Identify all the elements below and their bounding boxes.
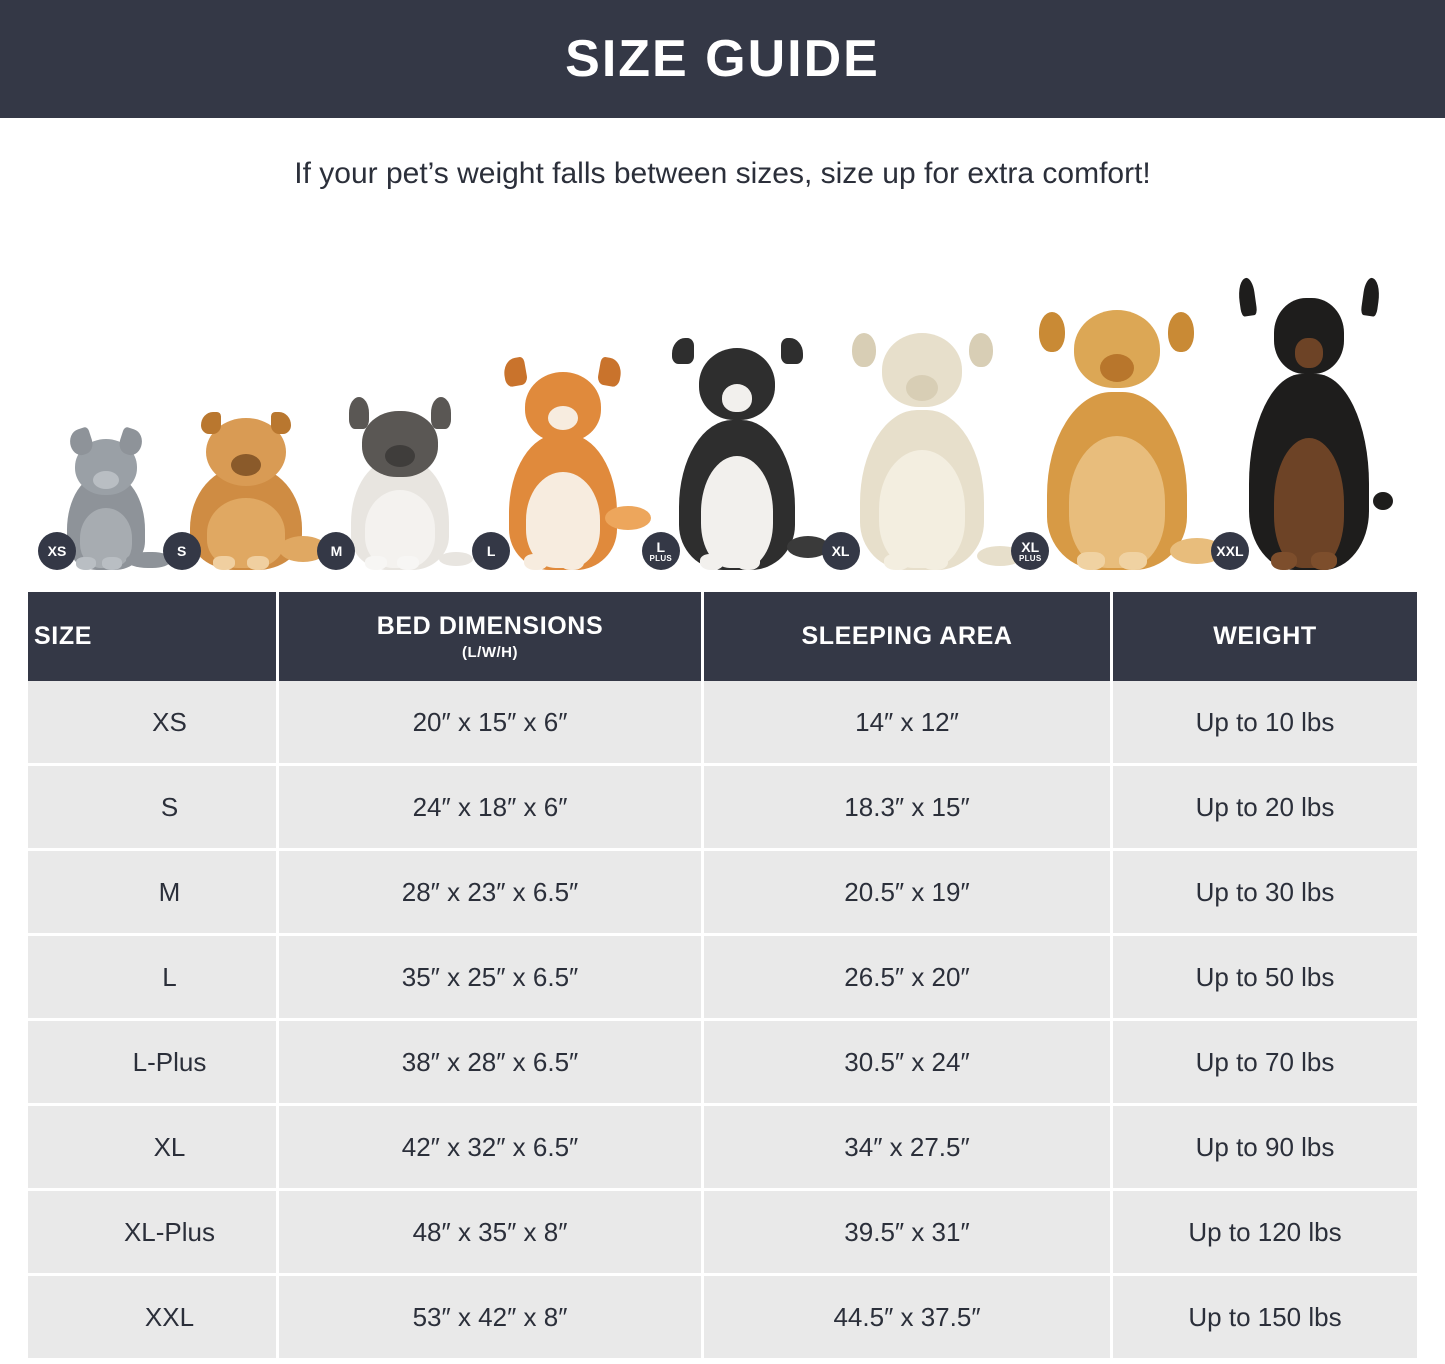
column-header-sleeping-area (703, 592, 1112, 681)
cell-weight: Up to 70 lbs (1112, 1020, 1418, 1105)
size-badge-sublabel: PLUS (1018, 553, 1042, 563)
cell-weight: Up to 30 lbs (1112, 850, 1418, 935)
column-header-bed-dimensions-sublabel: (L/W/H) (462, 644, 518, 661)
column-header-sleeping-area-label: SLEEPING AREA (801, 622, 1013, 650)
column-header-size (28, 592, 278, 681)
doberman-icon (1219, 282, 1399, 570)
subtitle-section (0, 118, 1445, 230)
cell-weight: Up to 50 lbs (1112, 935, 1418, 1020)
cell-dimensions: 48″ x 35″ x 8″ (278, 1190, 703, 1275)
size-badge-label: L (486, 543, 496, 559)
cell-weight: Up to 90 lbs (1112, 1105, 1418, 1190)
cell-sleeping-area: 44.5″ x 37.5″ (703, 1275, 1112, 1359)
size-badge-label: XXL (1216, 543, 1244, 559)
size-badge-label: XS (47, 543, 67, 559)
cell-weight: Up to 150 lbs (1112, 1275, 1418, 1359)
size-badge-xl-plus (1011, 532, 1049, 570)
cell-sleeping-area: 26.5″ x 20″ (703, 935, 1112, 1020)
cell-sleeping-area: 34″ x 27.5″ (703, 1105, 1112, 1190)
column-header-weight-label: WEIGHT (1213, 622, 1317, 650)
pet-illustration-l (480, 358, 645, 570)
cell-sleeping-area: 14″ x 12″ (703, 681, 1112, 765)
table-row (28, 1020, 1417, 1105)
size-table-body (28, 681, 1417, 1358)
size-badge-l (472, 532, 510, 570)
cell-dimensions: 53″ x 42″ x 8″ (278, 1275, 703, 1359)
pet-illustration-s (171, 410, 321, 570)
cell-dimensions: 42″ x 32″ x 6.5″ (278, 1105, 703, 1190)
size-badge-label: L (656, 538, 666, 555)
cell-dimensions: 24″ x 18″ x 6″ (278, 765, 703, 850)
cell-dimensions: 38″ x 28″ x 6.5″ (278, 1020, 703, 1105)
pet-illustration-xs (46, 425, 166, 570)
size-badge-xs (38, 532, 76, 570)
header-bar (0, 0, 1445, 118)
size-table-container (28, 592, 1417, 1358)
column-header-bed-dimensions-label: BED DIMENSIONS (376, 612, 604, 640)
pet-illustration-xl-plus (1019, 302, 1214, 570)
table-row (28, 935, 1417, 1020)
cell-dimensions: 20″ x 15″ x 6″ (278, 681, 703, 765)
size-table (28, 592, 1417, 1358)
page-title: SIZE GUIDE (565, 30, 880, 88)
table-row (28, 681, 1417, 765)
cell-sleeping-area: 20.5″ x 19″ (703, 850, 1112, 935)
table-row (28, 765, 1417, 850)
pet-illustration-xxl (1216, 282, 1399, 570)
cell-size: XL (28, 1105, 278, 1190)
cell-size: L (28, 935, 278, 1020)
column-header-bed-dimensions (278, 592, 703, 681)
size-badge-l-plus (642, 532, 680, 570)
cell-size: S (28, 765, 278, 850)
cell-weight: Up to 10 lbs (1112, 681, 1418, 765)
size-badge-xxl (1211, 532, 1249, 570)
cell-size: L-Plus (28, 1020, 278, 1105)
size-table-header (28, 592, 1417, 681)
table-row (28, 1105, 1417, 1190)
cell-sleeping-area: 18.3″ x 15″ (703, 765, 1112, 850)
size-badge-xl (822, 532, 860, 570)
cell-size: XL-Plus (28, 1190, 278, 1275)
border-collie-icon (650, 338, 825, 570)
table-row (28, 850, 1417, 935)
size-badge-label: M (330, 543, 343, 559)
column-header-weight (1112, 592, 1418, 681)
pet-size-illustrations (28, 230, 1417, 570)
pet-illustration-xl (830, 325, 1015, 570)
column-header-size-label: SIZE (34, 622, 92, 650)
table-row (28, 1190, 1417, 1275)
size-badge-label: XL (1021, 538, 1040, 555)
size-badge-label: S (177, 543, 187, 559)
cell-weight: Up to 120 lbs (1112, 1190, 1418, 1275)
pet-illustration-l-plus (650, 338, 825, 570)
subtitle-text: If your pet’s weight falls between sizes, size up for extra comfort! (294, 157, 1151, 190)
cell-size: M (28, 850, 278, 935)
table-header-row (28, 592, 1417, 681)
cell-weight: Up to 20 lbs (1112, 765, 1418, 850)
cell-sleeping-area: 30.5″ x 24″ (703, 1020, 1112, 1105)
size-badge-s (163, 532, 201, 570)
cell-sleeping-area: 39.5″ x 31″ (703, 1190, 1112, 1275)
cell-size: XXL (28, 1275, 278, 1359)
golden-retriever-icon (1019, 302, 1214, 570)
cell-dimensions: 28″ x 23″ x 6.5″ (278, 850, 703, 935)
pet-illustration-m (325, 395, 475, 570)
table-row (28, 1275, 1417, 1359)
size-badge-label: XL (831, 543, 850, 559)
labrador-icon (830, 325, 1015, 570)
cell-size: XS (28, 681, 278, 765)
size-badge-sublabel: PLUS (649, 553, 673, 563)
cell-dimensions: 35″ x 25″ x 6.5″ (278, 935, 703, 1020)
